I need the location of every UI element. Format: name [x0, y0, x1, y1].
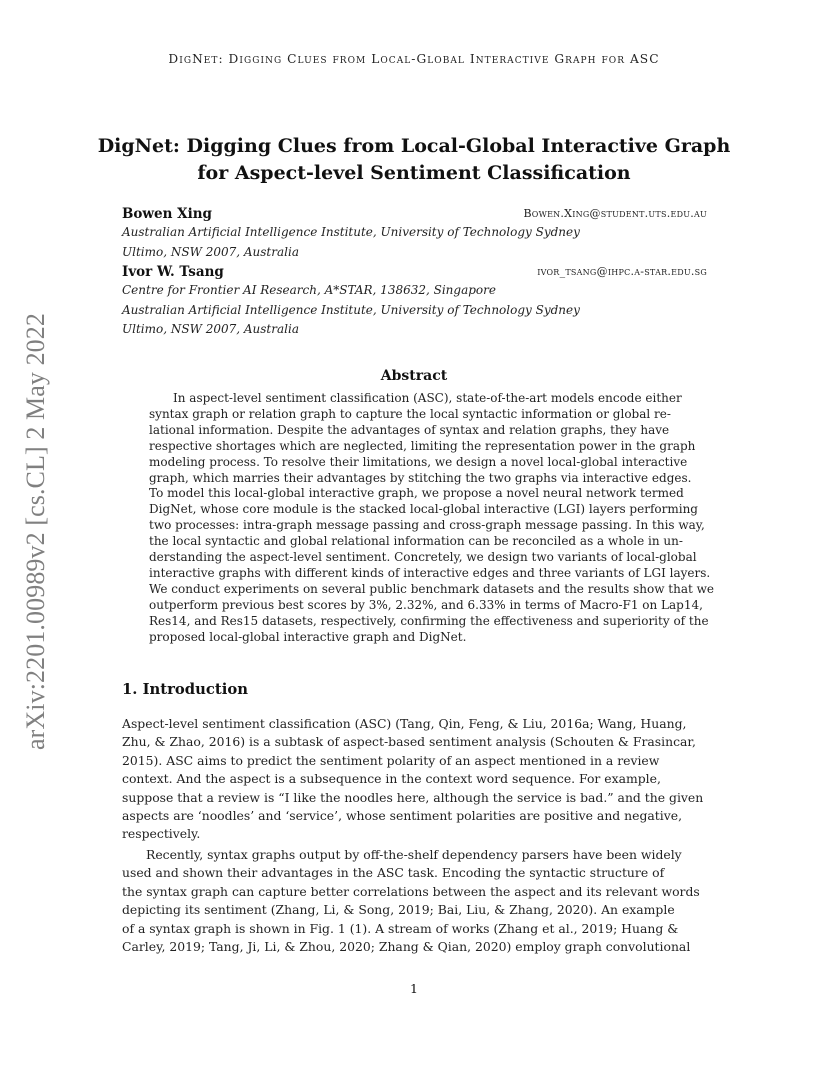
arxiv-identifier-stamp: arXiv:2201.00989v2 [cs.CL] 2 May 2022: [21, 313, 50, 750]
body-line: respectively.: [122, 826, 201, 842]
abstract-line: two processes: intra-graph message passing and cross-graph message passing. In this way,: [149, 518, 705, 533]
abstract-line: the local syntactic and global relational information can be reconciled as a whole in un-: [149, 534, 683, 549]
author-affiliation: Australian Artificial Intelligence Institute, University of Technology Sydney: [122, 225, 580, 239]
running-header: DigNet: Digging Clues from Local-Global Interactive Graph for ASC: [168, 52, 660, 66]
title-line: DigNet: Digging Clues from Local-Global Interactive Graph: [97, 135, 731, 157]
abstract-line: syntax graph or relation graph to capture the local syntactic information or global re-: [149, 406, 671, 421]
body-line: the syntax graph can capture better correlations between the aspect and its relevant words: [122, 883, 700, 899]
author-block-1: [122, 206, 707, 262]
author-affiliation: Centre for Frontier AI Research, A*STAR, 138632, Singapore: [122, 283, 496, 297]
author-affiliation: Ultimo, NSW 2007, Australia: [122, 244, 299, 259]
author-name: Bowen Xing: [122, 206, 212, 222]
body-line: context. And the aspect is a subsequence in the context word sequence. For example,: [122, 771, 661, 787]
abstract-line: respective shortages which are neglected, limiting the representation power in the graph: [149, 438, 696, 453]
abstract-line: modeling process. To resolve their limitations, we design a novel local-global interactive: [149, 454, 688, 469]
intro-paragraph-1: [122, 715, 707, 844]
intro-paragraph-2: [122, 846, 707, 956]
abstract-line: outperform previous best scores by 3%, 2.32%, and 6.33% in terms of Macro-F1 on Lap14,: [149, 597, 703, 612]
body-line: Recently, syntax graphs output by off-the-shelf dependency parsers have been widely: [146, 847, 682, 862]
body-line: Zhu, & Zhao, 2016) is a subtask of aspect-based sentiment analysis (Schouten & Frasincar,: [122, 734, 696, 750]
body-line: Aspect-level sentiment classification (ASC) (Tang, Qin, Feng, & Liu, 2016a; Wang, Huang,: [122, 716, 687, 731]
body-line: used and shown their advantages in the ASC task. Encoding the syntactic structure of: [122, 865, 665, 881]
abstract-body: [149, 391, 714, 646]
abstract-line: In aspect-level sentiment classification (ASC), state-of-the-art models encode either: [173, 391, 682, 405]
abstract-line: lational information. Despite the advantages of syntax and relation graphs, they have: [149, 422, 670, 437]
author-email[interactable]: ivor_tsang@ihpc.a-star.edu.sg: [537, 265, 707, 278]
author-affiliation: Australian Artificial Intelligence Institute, University of Technology Sydney: [122, 302, 580, 317]
abstract-heading: Abstract: [380, 368, 448, 384]
body-line: aspects are ‘noodles’ and ‘service’, whose sentiment polarities are positive and negative,: [122, 808, 683, 824]
body-line: suppose that a review is “I like the noodles here, although the service is bad.” and the given: [122, 789, 704, 805]
author-affiliation: Ultimo, NSW 2007, Australia: [122, 322, 299, 336]
section-heading-introduction: 1. Introduction: [122, 681, 248, 698]
body-line: depicting its sentiment (Zhang, Li, & Song, 2019; Bai, Liu, & Zhang, 2020). An example: [122, 902, 675, 918]
abstract-line: proposed local-global interactive graph and DigNet.: [149, 629, 467, 644]
author-email[interactable]: Bowen.Xing@student.uts.edu.au: [523, 207, 707, 220]
body-line: 2015). ASC aims to predict the sentiment polarity of an aspect mentioned in a review: [122, 752, 660, 768]
abstract-line: Res14, and Res15 datasets, respectively, confirming the effectiveness and superiority of the: [149, 613, 709, 628]
abstract-line: graph, which marries their advantages by stitching the two graphs via interactive edges.: [149, 470, 692, 485]
page-number: 1: [410, 981, 418, 996]
body-line: Carley, 2019; Tang, Ji, Li, & Zhou, 2020; Zhang & Qian, 2020) employ graph convolutional: [122, 939, 691, 955]
abstract-line: To model this local-global interactive graph, we propose a novel neural network termed: [149, 486, 684, 501]
abstract-line: DigNet, whose core module is the stacked local-global interactive (LGI) layers performing: [149, 502, 698, 517]
author-block-2: [122, 264, 707, 340]
title-line: for Aspect-level Sentiment Classification: [197, 162, 631, 184]
abstract-line: We conduct experiments on several public benchmark datasets and the results show that we: [149, 581, 714, 596]
author-name: Ivor W. Tsang: [122, 264, 224, 280]
abstract-line: derstanding the aspect-level sentiment. Concretely, we design two variants of local-global: [149, 550, 697, 565]
abstract-line: interactive graphs with different kinds of interactive edges and three variants of LGI layers.: [149, 565, 711, 580]
paper-title: [0, 133, 828, 187]
body-line: of a syntax graph is shown in Fig. 1 (1). A stream of works (Zhang et al., 2019; Huang &: [122, 920, 679, 936]
